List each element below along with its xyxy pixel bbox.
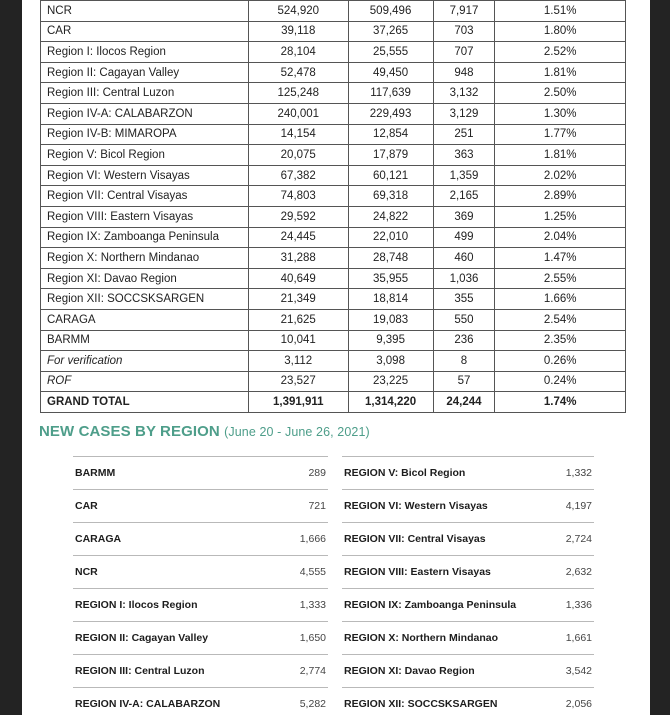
region-cell: Region VIII: Eastern Visayas bbox=[41, 206, 249, 227]
table-row bbox=[41, 351, 626, 372]
new-cases-count: 721 bbox=[308, 500, 326, 512]
recovered-cell: 69,318 bbox=[348, 186, 433, 207]
region-name: REGION XI: Davao Region bbox=[344, 665, 475, 677]
region-cell: Region V: Bicol Region bbox=[41, 145, 249, 166]
total-cases-cell: 29,592 bbox=[248, 206, 348, 227]
table-row bbox=[41, 165, 626, 186]
region-name: NCR bbox=[75, 566, 98, 578]
total-cases-cell: 21,349 bbox=[248, 289, 348, 310]
table-row bbox=[41, 21, 626, 42]
fatality-rate-cell: 2.54% bbox=[495, 309, 626, 330]
new-cases-count: 2,774 bbox=[299, 665, 326, 677]
region-cell: Region IX: Zamboanga Peninsula bbox=[41, 227, 249, 248]
new-cases-row bbox=[73, 555, 328, 588]
region-cell: Region II: Cagayan Valley bbox=[41, 62, 249, 83]
region-cell: Region XI: Davao Region bbox=[41, 268, 249, 289]
total-cases-cell: 21,625 bbox=[248, 309, 348, 330]
deaths-cell: 236 bbox=[433, 330, 495, 351]
deaths-cell: 499 bbox=[433, 227, 495, 248]
table-row bbox=[41, 371, 626, 392]
deaths-cell: 7,917 bbox=[433, 1, 495, 22]
new-cases-count: 4,555 bbox=[299, 566, 326, 578]
region-name: REGION VIII: Eastern Visayas bbox=[344, 566, 491, 578]
region-cell: For verification bbox=[41, 351, 249, 372]
recovered-cell: 25,555 bbox=[348, 42, 433, 63]
new-cases-count: 2,632 bbox=[565, 566, 592, 578]
new-cases-row bbox=[342, 687, 594, 715]
new-cases-row bbox=[342, 654, 594, 687]
fatality-rate-cell: 1.74% bbox=[495, 392, 626, 413]
total-cases-cell: 10,041 bbox=[248, 330, 348, 351]
region-cell: NCR bbox=[41, 1, 249, 22]
table-row bbox=[41, 227, 626, 248]
region-name: CAR bbox=[75, 500, 98, 512]
new-cases-count: 5,282 bbox=[299, 698, 326, 710]
total-cases-cell: 3,112 bbox=[248, 351, 348, 372]
region-name: REGION I: Ilocos Region bbox=[75, 599, 198, 611]
fatality-rate-cell: 2.50% bbox=[495, 83, 626, 104]
total-cases-cell: 39,118 bbox=[248, 21, 348, 42]
region-name: REGION XII: SOCCSKSARGEN bbox=[344, 698, 498, 710]
table-row bbox=[41, 186, 626, 207]
document-page bbox=[22, 0, 650, 715]
deaths-cell: 707 bbox=[433, 42, 495, 63]
new-cases-count: 1,332 bbox=[565, 467, 592, 479]
deaths-cell: 355 bbox=[433, 289, 495, 310]
recovered-cell: 24,822 bbox=[348, 206, 433, 227]
deaths-cell: 460 bbox=[433, 248, 495, 269]
region-name: REGION III: Central Luzon bbox=[75, 665, 205, 677]
new-cases-count: 1,336 bbox=[565, 599, 592, 611]
total-cases-cell: 24,445 bbox=[248, 227, 348, 248]
new-cases-count: 2,056 bbox=[565, 698, 592, 710]
new-cases-row bbox=[342, 489, 594, 522]
fatality-rate-cell: 2.04% bbox=[495, 227, 626, 248]
region-name: BARMM bbox=[75, 467, 116, 479]
recovered-cell: 19,083 bbox=[348, 309, 433, 330]
fatality-rate-cell: 0.24% bbox=[495, 371, 626, 392]
deaths-cell: 2,165 bbox=[433, 186, 495, 207]
region-cell: Region X: Northern Mindanao bbox=[41, 248, 249, 269]
table-row bbox=[41, 124, 626, 145]
fatality-rate-cell: 1.30% bbox=[495, 103, 626, 124]
table-row bbox=[41, 145, 626, 166]
new-cases-row bbox=[73, 654, 328, 687]
region-cell: GRAND TOTAL bbox=[41, 392, 249, 413]
region-name: REGION II: Cagayan Valley bbox=[75, 632, 209, 644]
fatality-rate-cell: 1.77% bbox=[495, 124, 626, 145]
total-cases-cell: 23,527 bbox=[248, 371, 348, 392]
grand-total-row bbox=[41, 392, 626, 413]
new-cases-count: 1,666 bbox=[299, 533, 326, 545]
region-cell: ROF bbox=[41, 371, 249, 392]
deaths-cell: 1,036 bbox=[433, 268, 495, 289]
recovered-cell: 229,493 bbox=[348, 103, 433, 124]
section-title bbox=[39, 423, 370, 440]
table-row bbox=[41, 268, 626, 289]
new-cases-count: 4,197 bbox=[565, 500, 592, 512]
table-row bbox=[41, 330, 626, 351]
fatality-rate-cell: 1.66% bbox=[495, 289, 626, 310]
total-cases-cell: 20,075 bbox=[248, 145, 348, 166]
recovered-cell: 117,639 bbox=[348, 83, 433, 104]
total-cases-cell: 14,154 bbox=[248, 124, 348, 145]
fatality-rate-cell: 2.89% bbox=[495, 186, 626, 207]
deaths-cell: 550 bbox=[433, 309, 495, 330]
new-cases-row bbox=[73, 522, 328, 555]
table-row bbox=[41, 248, 626, 269]
deaths-cell: 24,244 bbox=[433, 392, 495, 413]
recovered-cell: 9,395 bbox=[348, 330, 433, 351]
section-title-text: NEW CASES BY REGION bbox=[39, 423, 220, 440]
region-cell: Region IV-B: MIMAROPA bbox=[41, 124, 249, 145]
deaths-cell: 8 bbox=[433, 351, 495, 372]
region-name: REGION X: Northern Mindanao bbox=[344, 632, 499, 644]
region-cell: Region VI: Western Visayas bbox=[41, 165, 249, 186]
new-cases-count: 2,724 bbox=[565, 533, 592, 545]
new-cases-row bbox=[73, 588, 328, 621]
new-cases-count: 1,661 bbox=[565, 632, 592, 644]
fatality-rate-cell: 1.81% bbox=[495, 62, 626, 83]
region-cell: Region VII: Central Visayas bbox=[41, 186, 249, 207]
region-name: REGION IV-A: CALABARZON bbox=[75, 698, 221, 710]
table-row bbox=[41, 1, 626, 22]
deaths-cell: 57 bbox=[433, 371, 495, 392]
deaths-cell: 1,359 bbox=[433, 165, 495, 186]
total-cases-cell: 28,104 bbox=[248, 42, 348, 63]
region-cell: BARMM bbox=[41, 330, 249, 351]
new-cases-row bbox=[73, 687, 328, 715]
deaths-cell: 3,132 bbox=[433, 83, 495, 104]
deaths-cell: 251 bbox=[433, 124, 495, 145]
new-cases-row bbox=[342, 456, 594, 489]
fatality-rate-cell: 0.26% bbox=[495, 351, 626, 372]
recovered-cell: 23,225 bbox=[348, 371, 433, 392]
new-cases-row bbox=[342, 621, 594, 654]
table-row bbox=[41, 103, 626, 124]
cumulative-cases-table bbox=[40, 0, 626, 413]
fatality-rate-cell: 1.81% bbox=[495, 145, 626, 166]
fatality-rate-cell: 1.80% bbox=[495, 21, 626, 42]
total-cases-cell: 524,920 bbox=[248, 1, 348, 22]
new-cases-count: 289 bbox=[308, 467, 326, 479]
new-cases-count: 1,650 bbox=[299, 632, 326, 644]
new-cases-row bbox=[73, 489, 328, 522]
recovered-cell: 35,955 bbox=[348, 268, 433, 289]
new-cases-row bbox=[342, 588, 594, 621]
region-name: REGION V: Bicol Region bbox=[344, 467, 466, 479]
new-cases-row bbox=[342, 555, 594, 588]
deaths-cell: 948 bbox=[433, 62, 495, 83]
region-name: REGION IX: Zamboanga Peninsula bbox=[344, 599, 517, 611]
region-cell: CARAGA bbox=[41, 309, 249, 330]
total-cases-cell: 74,803 bbox=[248, 186, 348, 207]
recovered-cell: 509,496 bbox=[348, 1, 433, 22]
fatality-rate-cell: 2.55% bbox=[495, 268, 626, 289]
deaths-cell: 3,129 bbox=[433, 103, 495, 124]
table-row bbox=[41, 309, 626, 330]
fatality-rate-cell: 1.47% bbox=[495, 248, 626, 269]
region-cell: Region III: Central Luzon bbox=[41, 83, 249, 104]
region-cell: Region IV-A: CALABARZON bbox=[41, 103, 249, 124]
recovered-cell: 12,854 bbox=[348, 124, 433, 145]
new-cases-list-right bbox=[342, 456, 594, 715]
table-row bbox=[41, 62, 626, 83]
deaths-cell: 369 bbox=[433, 206, 495, 227]
fatality-rate-cell: 2.52% bbox=[495, 42, 626, 63]
table-row bbox=[41, 83, 626, 104]
recovered-cell: 17,879 bbox=[348, 145, 433, 166]
total-cases-cell: 40,649 bbox=[248, 268, 348, 289]
table-row bbox=[41, 289, 626, 310]
total-cases-cell: 67,382 bbox=[248, 165, 348, 186]
region-name: REGION VI: Western Visayas bbox=[344, 500, 488, 512]
new-cases-row bbox=[73, 621, 328, 654]
recovered-cell: 49,450 bbox=[348, 62, 433, 83]
recovered-cell: 1,314,220 bbox=[348, 392, 433, 413]
region-name: CARAGA bbox=[75, 533, 122, 545]
recovered-cell: 3,098 bbox=[348, 351, 433, 372]
table-row bbox=[41, 42, 626, 63]
total-cases-cell: 1,391,911 bbox=[248, 392, 348, 413]
recovered-cell: 18,814 bbox=[348, 289, 433, 310]
total-cases-cell: 125,248 bbox=[248, 83, 348, 104]
deaths-cell: 363 bbox=[433, 145, 495, 166]
new-cases-list-left bbox=[73, 456, 328, 715]
total-cases-cell: 240,001 bbox=[248, 103, 348, 124]
fatality-rate-cell: 1.25% bbox=[495, 206, 626, 227]
recovered-cell: 37,265 bbox=[348, 21, 433, 42]
new-cases-row bbox=[73, 456, 328, 489]
region-name: REGION VII: Central Visayas bbox=[344, 533, 486, 545]
fatality-rate-cell: 2.02% bbox=[495, 165, 626, 186]
recovered-cell: 22,010 bbox=[348, 227, 433, 248]
region-cell: Region I: Ilocos Region bbox=[41, 42, 249, 63]
recovered-cell: 28,748 bbox=[348, 248, 433, 269]
new-cases-count: 3,542 bbox=[565, 665, 592, 677]
new-cases-row bbox=[342, 522, 594, 555]
deaths-cell: 703 bbox=[433, 21, 495, 42]
table-row bbox=[41, 206, 626, 227]
region-cell: Region XII: SOCCSKSARGEN bbox=[41, 289, 249, 310]
total-cases-cell: 31,288 bbox=[248, 248, 348, 269]
fatality-rate-cell: 2.35% bbox=[495, 330, 626, 351]
recovered-cell: 60,121 bbox=[348, 165, 433, 186]
total-cases-cell: 52,478 bbox=[248, 62, 348, 83]
new-cases-count: 1,333 bbox=[299, 599, 326, 611]
region-cell: CAR bbox=[41, 21, 249, 42]
section-date-range: (June 20 - June 26, 2021) bbox=[224, 425, 370, 439]
fatality-rate-cell: 1.51% bbox=[495, 1, 626, 22]
